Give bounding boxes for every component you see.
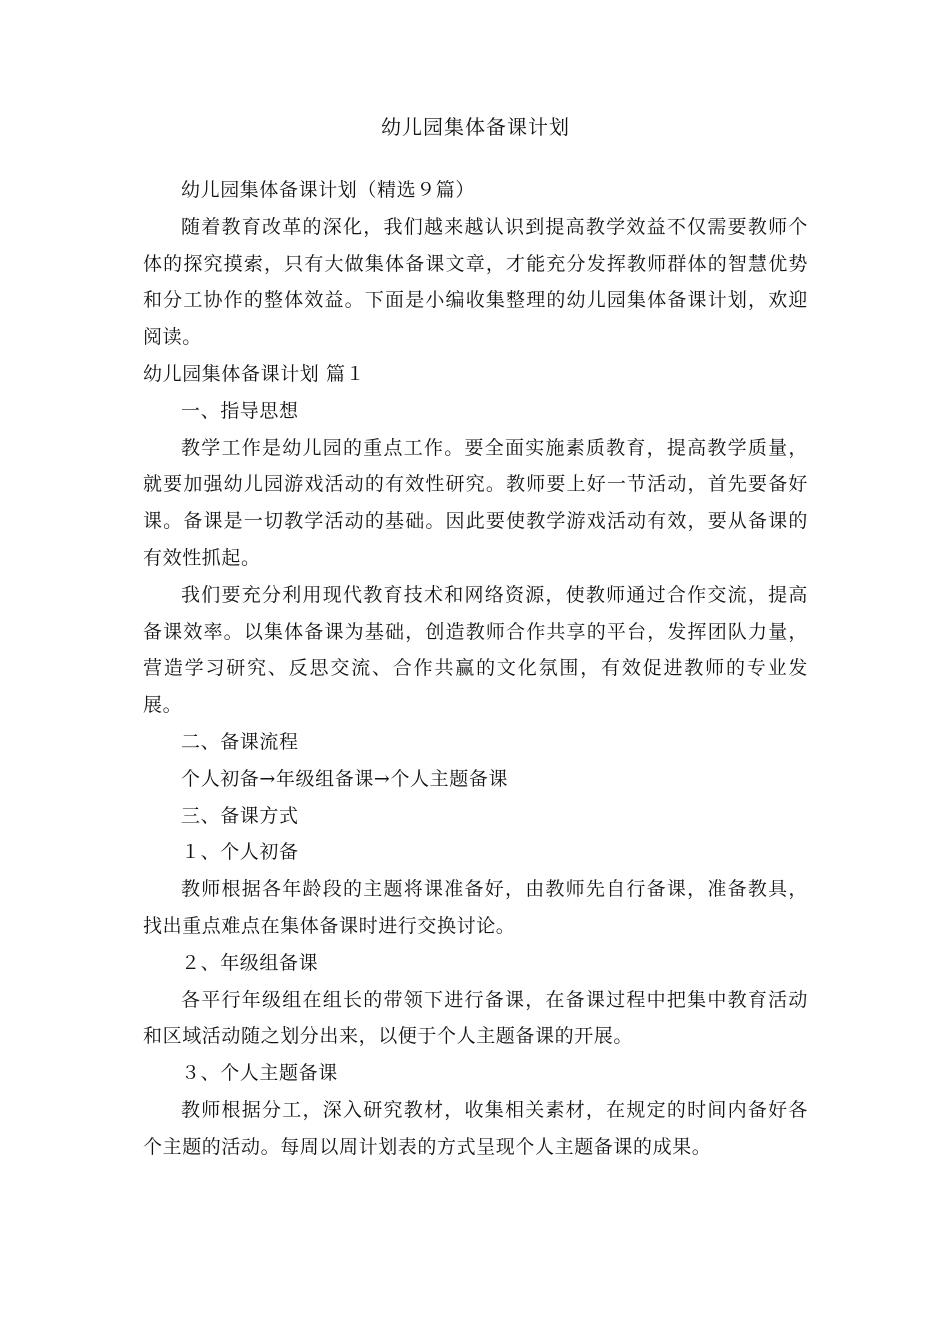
subsection-heading: １、个人初备 bbox=[181, 841, 299, 864]
body-paragraph: 教师根据分工，深入研究教材，收集相关素材，在规定的时间内备好各个主题的活动。每周以周计划表的方式呈现个人主题备课的成果。 bbox=[143, 1098, 808, 1158]
section-heading: 三、备课方式 bbox=[181, 804, 299, 827]
process-flow-line: 个人初备→年级组备课→个人主题备课 bbox=[181, 767, 509, 790]
body-paragraph: 各平行年级组在组长的带领下进行备课，在备课过程中把集中教育活动和区域活动随之划分出来，以便于个人主题备课的开展。 bbox=[143, 988, 808, 1048]
section-heading: 二、备课流程 bbox=[181, 730, 299, 753]
body-paragraph: 我们要充分利用现代教育技术和网络资源，使教师通过合作交流，提高备课效率。以集体备课为基础，创造教师合作共享的平台，发挥团队力量，营造学习研究、反思交流、合作共赢的文化氛围，有效促进教师的专业发展。 bbox=[143, 583, 808, 717]
subsection-heading: ２、年级组备课 bbox=[181, 951, 319, 974]
subsection-heading: ３、个人主题备课 bbox=[181, 1062, 338, 1085]
intro-paragraph: 随着教育改革的深化，我们越来越认识到提高教学效益不仅需要教师个体的探究摸索，只有大做集体备课文章，才能充分发挥教师群体的智慧优势和分工协作的整体效益。下面是小编收集整理的幼儿园集体备课计划，欢迎阅读。 bbox=[143, 215, 808, 349]
subtitle-paragraph: 幼儿园集体备课计划（精选９篇） bbox=[181, 179, 476, 201]
document-body bbox=[143, 172, 808, 1166]
body-paragraph: 教师根据各年龄段的主题将课准备好，由教师先自行备课，准备教具，找出重点难点在集体备课时进行交换讨论。 bbox=[143, 878, 808, 937]
article-heading: 幼儿园集体备课计划 篇１ bbox=[143, 362, 366, 385]
document-title: 幼儿园集体备课计划 bbox=[381, 115, 570, 139]
section-heading: 一、指导思想 bbox=[181, 399, 299, 422]
body-paragraph: 教学工作是幼儿园的重点工作。要全面实施素质教育，提高教学质量，就要加强幼儿园游戏活动的有效性研究。教师要上好一节活动，首先要备好课。备课是一切教学活动的基础。因此要使教学游戏活动有效，要从备课的有效性抓起。 bbox=[143, 436, 808, 569]
